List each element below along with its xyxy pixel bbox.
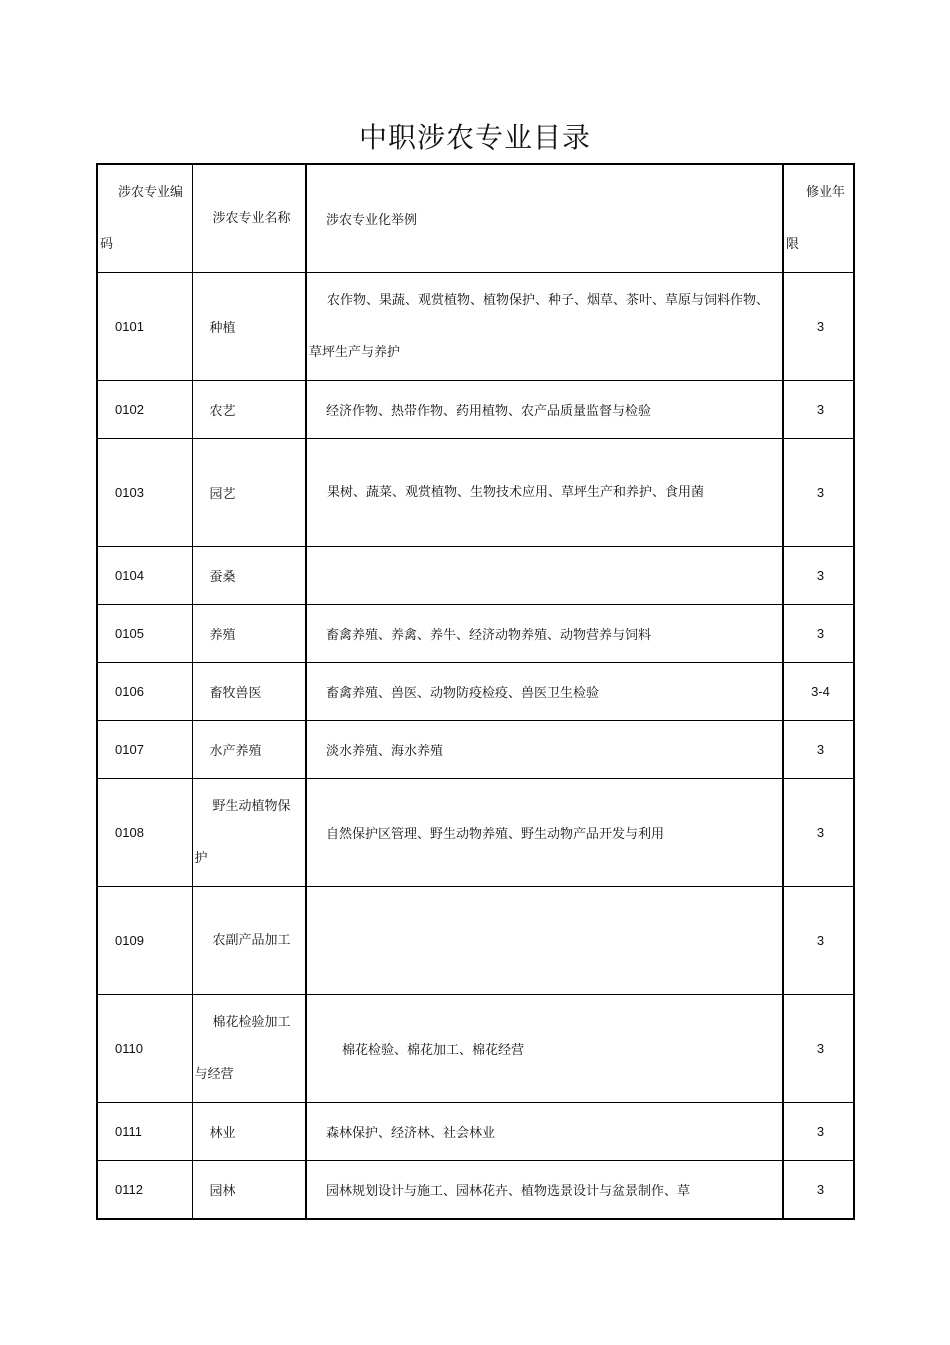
table-row [97,663,854,721]
cell-examples: 经济作物、热带作物、药用植物、农产品质量监督与检验 [306,381,783,439]
cell-code: 0101 [97,273,192,381]
cell-name: 水产养殖 [192,721,306,779]
header-years: 修业年限 [783,164,854,273]
cell-years: 3 [783,779,854,887]
cell-examples: 果树、蔬菜、观赏植物、生物技术应用、草坪生产和养护、食用菌 [306,439,783,547]
cell-name: 园林 [192,1161,306,1220]
table-row [97,547,854,605]
cell-examples: 森林保护、经济林、社会林业 [306,1103,783,1161]
table-row [97,439,854,547]
table-row [97,1103,854,1161]
cell-years: 3 [783,1103,854,1161]
cell-code: 0107 [97,721,192,779]
cell-years: 3 [783,995,854,1103]
cell-years: 3 [783,721,854,779]
cell-years: 3 [783,547,854,605]
cell-examples: 淡水养殖、海水养殖 [306,721,783,779]
cell-name: 林业 [192,1103,306,1161]
cell-examples [306,547,783,605]
cell-years: 3 [783,273,854,381]
header-name: 涉农专业名称 [192,164,306,273]
cell-years: 3 [783,605,854,663]
table-row [97,605,854,663]
header-examples: 涉农专业化举例 [306,164,783,273]
table-row [97,779,854,887]
cell-years: 3 [783,1161,854,1220]
cell-code: 0110 [97,995,192,1103]
page-title: 中职涉农专业目录 [358,121,591,154]
cell-examples: 棉花检验、棉花加工、棉花经营 [306,995,783,1103]
major-catalog-table [96,163,855,1220]
cell-examples: 畜禽养殖、兽医、动物防疫检疫、兽医卫生检验 [306,663,783,721]
table-row [97,1161,854,1220]
table-row [97,381,854,439]
cell-years: 3 [783,381,854,439]
cell-years: 3 [783,887,854,995]
cell-code: 0102 [97,381,192,439]
cell-code: 0112 [97,1161,192,1220]
cell-name: 农副产品加工 [192,887,306,995]
table-row [97,721,854,779]
cell-name: 畜牧兽医 [192,663,306,721]
cell-examples: 畜禽养殖、养禽、养牛、经济动物养殖、动物营养与饲料 [306,605,783,663]
cell-name: 农艺 [192,381,306,439]
cell-name: 野生动植物保护 [192,779,306,887]
cell-code: 0108 [97,779,192,887]
cell-name: 养殖 [192,605,306,663]
cell-code: 0104 [97,547,192,605]
cell-code: 0109 [97,887,192,995]
table-row [97,273,854,381]
cell-examples: 自然保护区管理、野生动物养殖、野生动物产品开发与利用 [306,779,783,887]
cell-years: 3 [783,439,854,547]
header-row [97,164,854,273]
cell-code: 0106 [97,663,192,721]
cell-examples: 农作物、果蔬、观赏植物、植物保护、种子、烟草、茶叶、草原与饲料作物、草坪生产与养护 [306,273,783,381]
cell-name: 蚕桑 [192,547,306,605]
cell-code: 0111 [97,1103,192,1161]
cell-name: 棉花检验加工与经营 [192,995,306,1103]
cell-name: 种植 [192,273,306,381]
cell-examples: 园林规划设计与施工、园林花卉、植物选景设计与盆景制作、草 [306,1161,783,1220]
cell-examples [306,887,783,995]
table-row [97,887,854,995]
table-row [97,995,854,1103]
cell-code: 0103 [97,439,192,547]
cell-years: 3-4 [783,663,854,721]
cell-name: 园艺 [192,439,306,547]
header-code: 涉农专业编码 [97,164,192,273]
cell-code: 0105 [97,605,192,663]
